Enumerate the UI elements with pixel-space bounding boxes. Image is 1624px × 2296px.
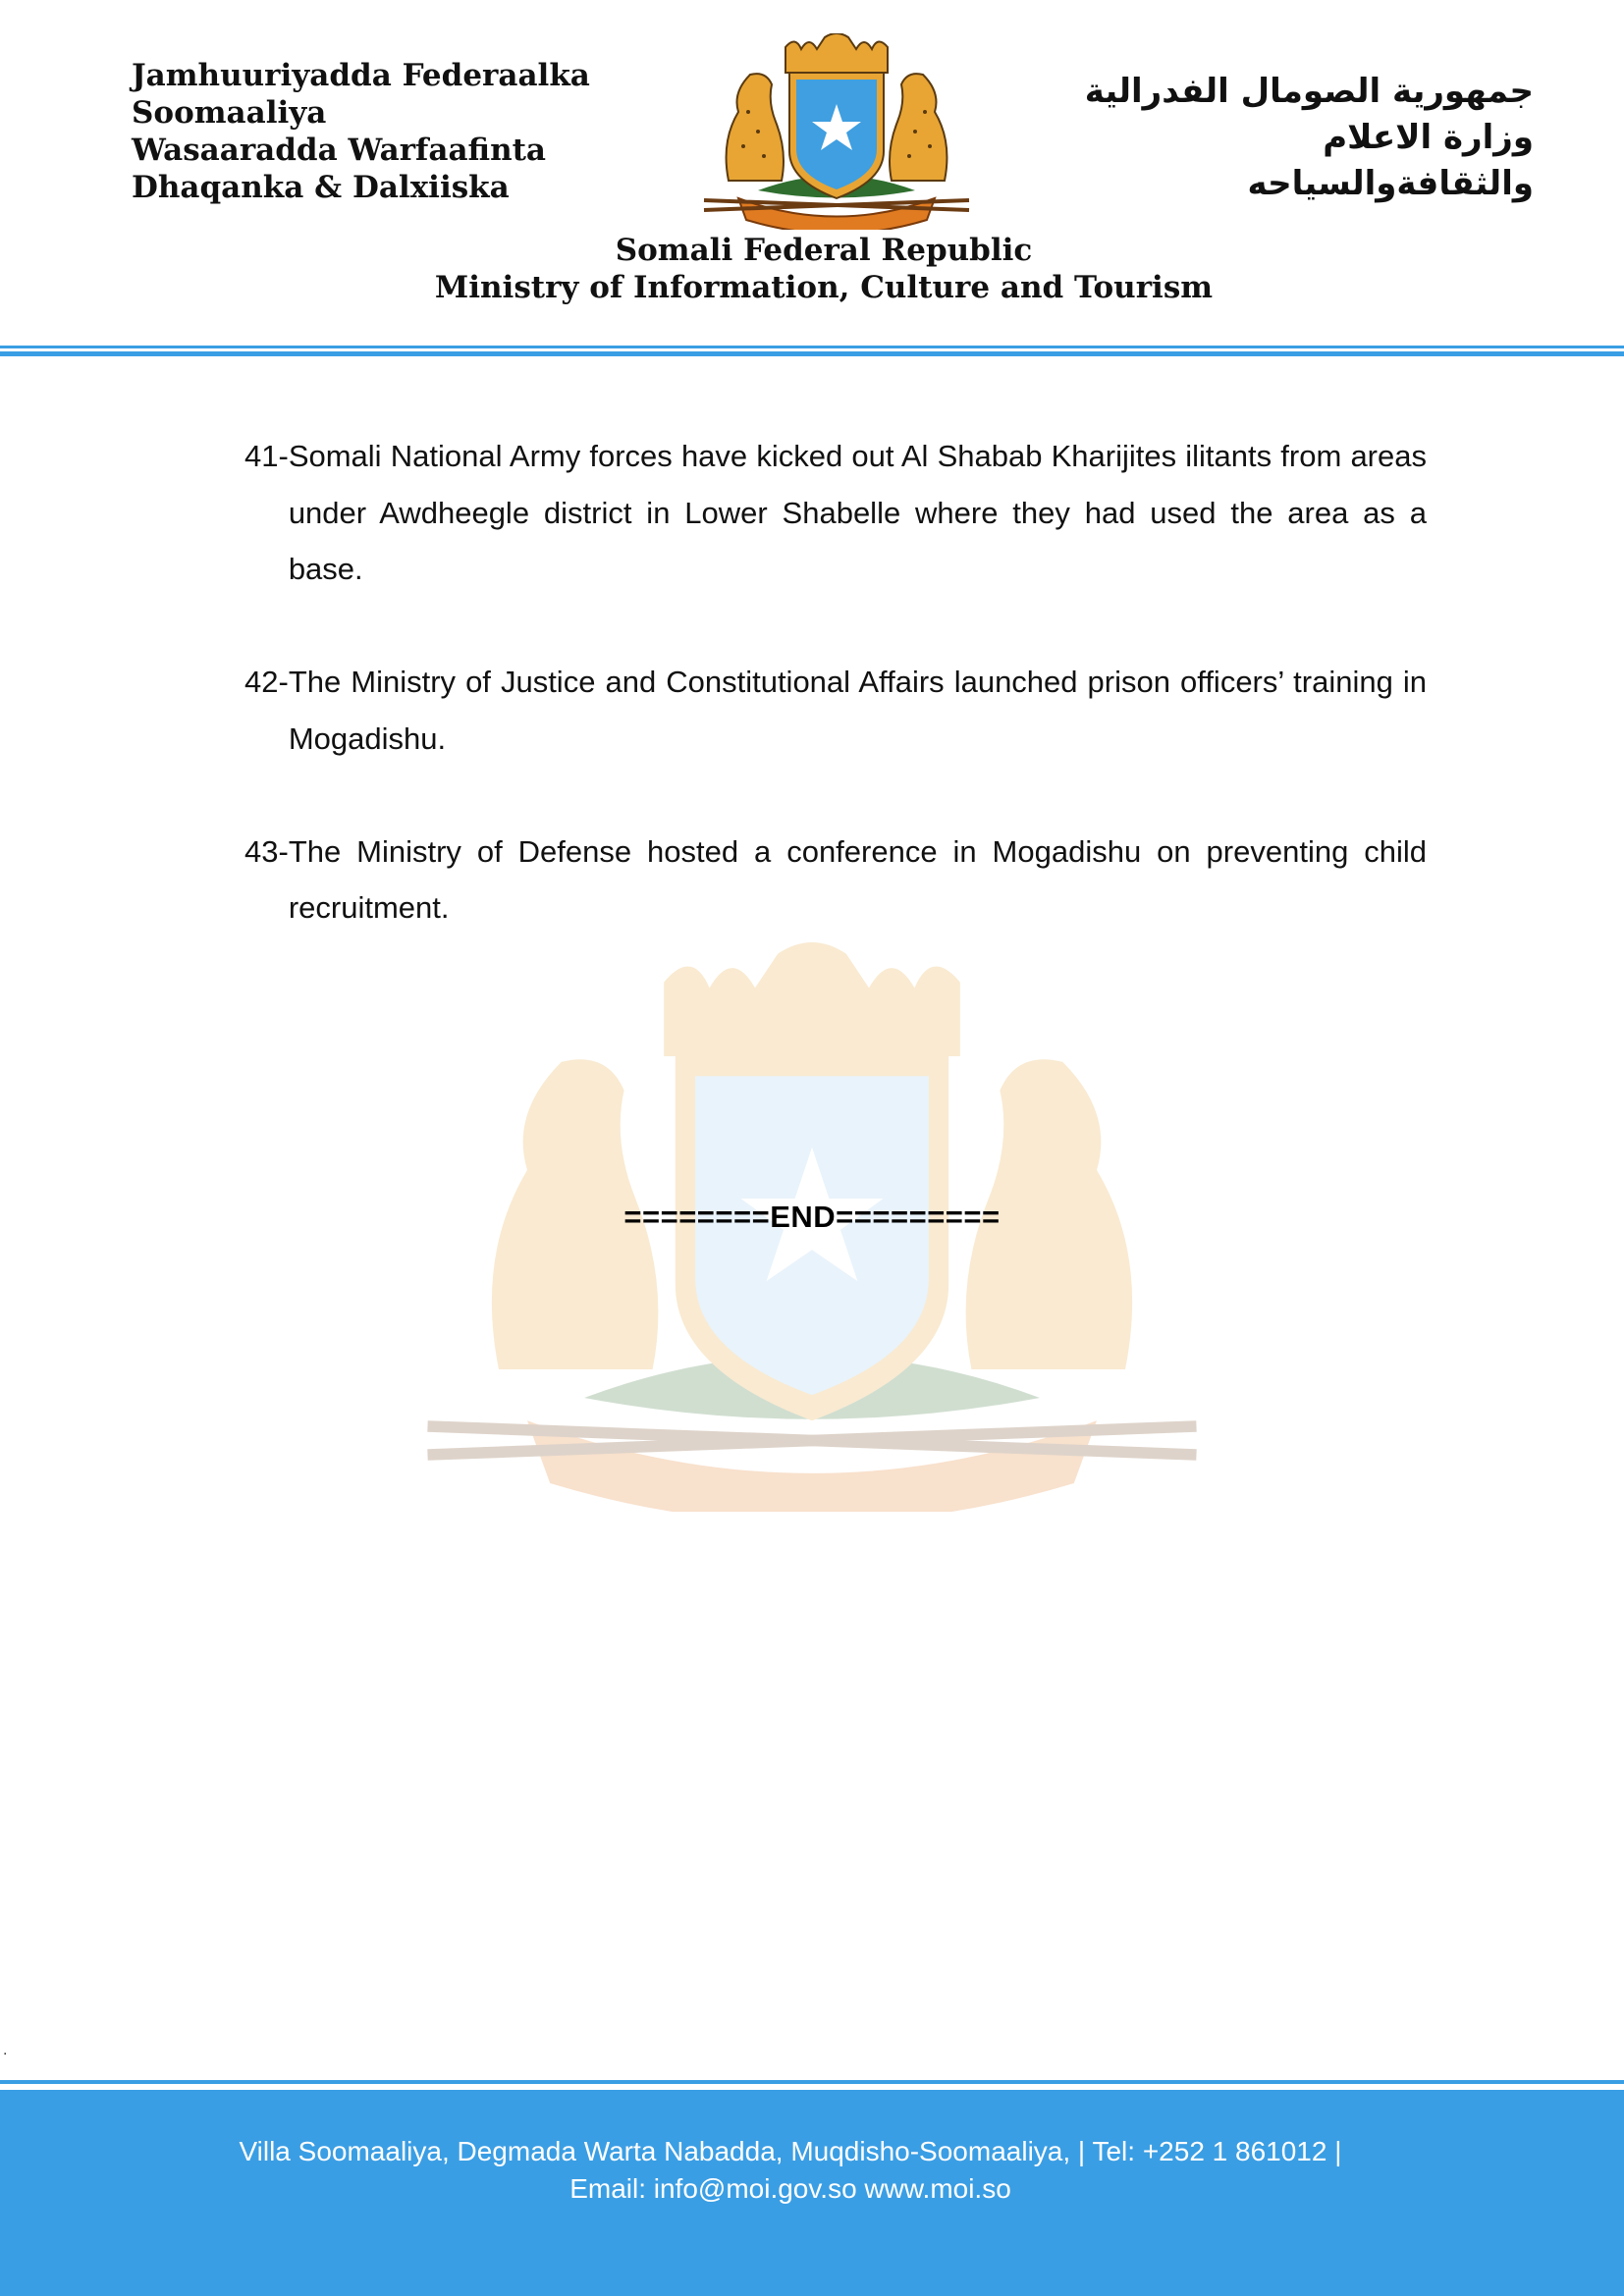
header-somali-line-3: Wasaaradda Warfaafinta xyxy=(132,133,547,168)
footer-email-web: Email: info@moi.gov.so www.moi.so xyxy=(569,2173,1011,2204)
header-english-text xyxy=(0,232,1624,306)
header-subtitle: Ministry of Information, Culture and Tourism xyxy=(434,270,1214,305)
stray-mark: . xyxy=(3,2042,8,2058)
header-arabic-line-2: وزارة الاعلام xyxy=(1323,118,1534,157)
item-text: Somali National Army forces have kicked out Al Shabab Kharijites ilitants from areas under Awdheegle district in Lower Shabelle where they had used the area as a base. xyxy=(288,439,1427,586)
item-number: 41- xyxy=(244,439,289,473)
item-text: The Ministry of Defense hosted a conference in Mogadishu on preventing child recruitment. xyxy=(288,833,1427,925)
header-somali-text xyxy=(132,57,590,206)
header-arabic-text xyxy=(1085,69,1534,207)
item-text: The Ministry of Justice and Constitutional Affairs launched prison officers’ training in Mogadishu. xyxy=(288,665,1427,756)
list-item xyxy=(244,654,1427,767)
header-somali-line-2: Soomaaliya xyxy=(132,95,327,131)
list-item xyxy=(244,428,1427,598)
header-arabic-line-1: جمهورية الصومال الفدرالية xyxy=(1084,72,1534,111)
header-arabic-line-3: والثقافةوالسياحه xyxy=(1247,164,1534,203)
footer-divider xyxy=(0,2080,1624,2084)
footer-address: Villa Soomaaliya, Degmada Warta Nabadda, Muqdisho-Soomaaliya, | Tel: +252 1 861012 | xyxy=(239,2136,1342,2166)
header-divider xyxy=(0,346,1624,356)
end-marker: ========END========= xyxy=(623,1200,1001,1234)
footer-contact xyxy=(0,2133,1581,2208)
news-items-list xyxy=(244,428,1427,992)
item-number: 43- xyxy=(244,833,289,869)
header-somali-line-1: Jamhuuriyadda Federaalka xyxy=(132,58,590,93)
item-number: 42- xyxy=(244,665,289,699)
somali-coat-of-arms-icon xyxy=(699,33,974,230)
header-somali-line-4: Dhaqanka & Dalxiiska xyxy=(132,170,510,205)
list-item xyxy=(244,824,1427,936)
header-title: Somali Federal Republic xyxy=(615,233,1033,268)
